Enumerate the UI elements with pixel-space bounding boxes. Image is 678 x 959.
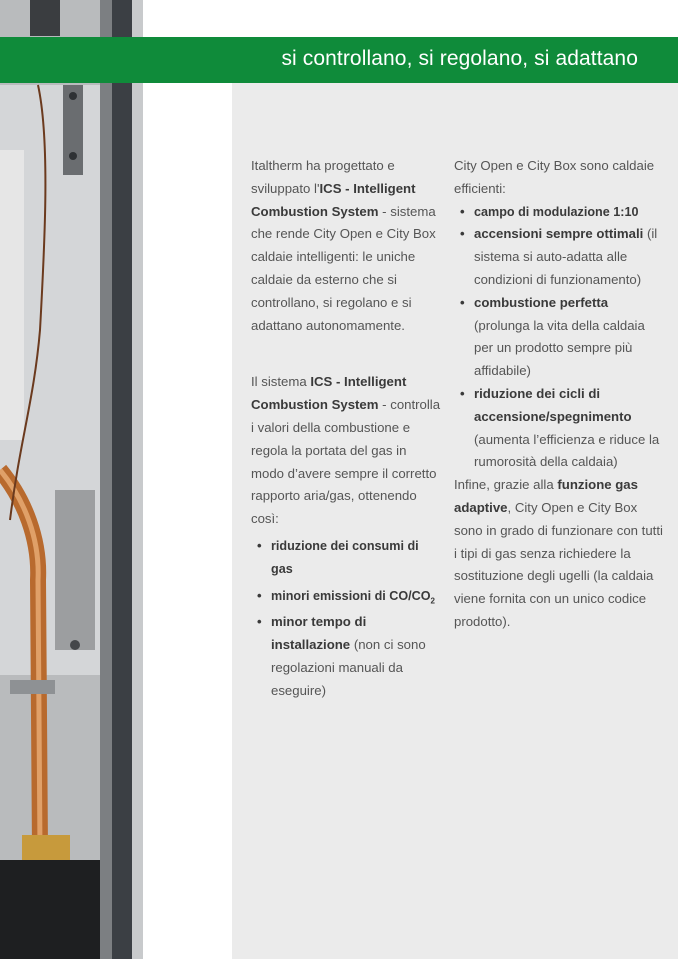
intro-text-1: Italtherm ha progettato e sviluppato l' bbox=[251, 158, 395, 196]
benefit-emissions-subscript: 2 bbox=[430, 596, 435, 606]
feature-combustion: combustione perfetta bbox=[474, 294, 609, 310]
left-column bbox=[251, 155, 443, 707]
feature-cycles-detail: (aumenta l’efficienza e riduce la rumorosità della caldaia) bbox=[474, 431, 660, 470]
feature-cycles: riduzione dei cicli di accensione/spegnimento bbox=[474, 385, 632, 424]
feature-modulation: campo di modulazione 1:10 bbox=[474, 204, 639, 219]
ics-text-1: Il sistema bbox=[251, 374, 311, 390]
list-item bbox=[454, 201, 664, 224]
list-item bbox=[454, 292, 664, 383]
outro-bold-gas-adaptive: funzione gas adaptive bbox=[454, 477, 638, 515]
boiler-photo-graphic bbox=[0, 0, 143, 959]
efficiency-list bbox=[454, 201, 664, 475]
gas-adaptive-paragraph bbox=[454, 474, 664, 634]
list-item bbox=[454, 383, 664, 474]
intro-bold-ics: ICS - Intelligent Combustion System bbox=[251, 180, 416, 219]
header-banner bbox=[0, 37, 678, 83]
right-column bbox=[454, 155, 664, 634]
page-title: si controllano, si regolano, si adattano bbox=[281, 47, 638, 70]
ics-paragraph bbox=[251, 371, 443, 531]
benefit-install-time: minor tempo di installazione bbox=[271, 614, 367, 653]
paragraph-gap bbox=[251, 337, 443, 371]
benefit-gas-consumption: riduzione dei consumi di gas bbox=[271, 538, 419, 576]
ics-bold: ICS - Intelligent Combustion System bbox=[251, 374, 407, 413]
intro-paragraph bbox=[251, 155, 443, 337]
benefit-emissions bbox=[271, 588, 435, 606]
list-item bbox=[454, 223, 664, 291]
ics-text-2: - controlla i valori della combustione e regola la portata del gas in modo d’avere sempre il corretto rapporto aria/gas, ottenendo così: bbox=[251, 397, 441, 527]
outro-text-2: , City Open e City Box sono in grado di funzionare con tutti i tipi di gas senza richiedere la sostituzione degli ugelli (la caldaia viene fornita con un unico codice prodotto). bbox=[454, 499, 663, 629]
list-item bbox=[251, 535, 443, 581]
feature-ignition: accensioni sempre ottimali bbox=[474, 226, 644, 242]
list-item bbox=[251, 585, 443, 608]
benefit-emissions-text: minori emissioni di CO/CO bbox=[271, 588, 431, 603]
list-item bbox=[251, 611, 443, 702]
intro-text-2: - sistema che rende City Open e City Box caldaie intelligenti: le uniche caldaie da esterno che si controllano, si regolano e si adattano autonomamente. bbox=[251, 203, 436, 333]
efficiency-intro: City Open e City Box sono caldaie efficienti: bbox=[454, 158, 655, 196]
feature-ignition-detail: (il sistema si auto-adatta alle condizioni di funzionamento) bbox=[474, 226, 658, 287]
benefit-install-detail: (non ci sono regolazioni manuali da eseguire) bbox=[271, 637, 426, 698]
benefits-list bbox=[251, 535, 443, 703]
outro-text-1: Infine, grazie alla bbox=[454, 477, 558, 493]
feature-combustion-detail: (prolunga la vita della caldaia per un prodotto sempre più affidabile) bbox=[474, 317, 645, 379]
boiler-photo bbox=[0, 0, 143, 959]
